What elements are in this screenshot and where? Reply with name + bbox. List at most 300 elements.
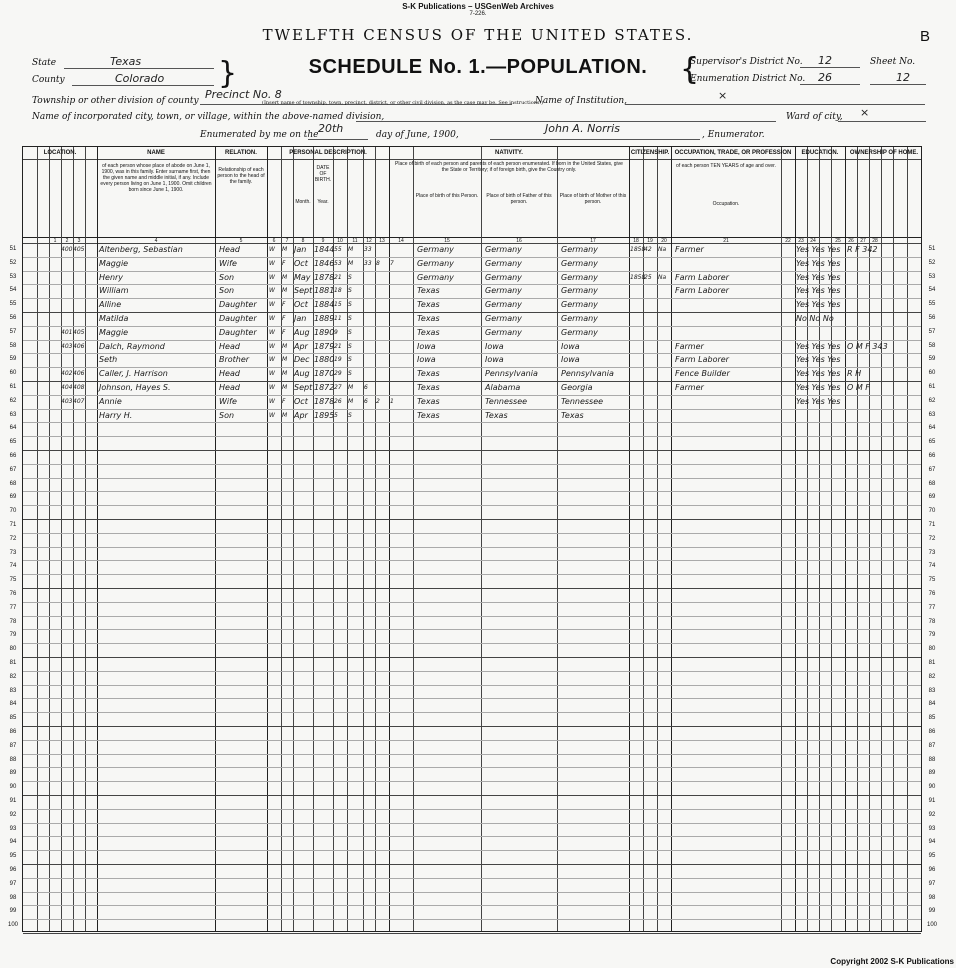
entry-birth: Iowa (417, 341, 436, 351)
row-line (23, 547, 921, 548)
entry-year: 1884 (314, 300, 335, 310)
entry-naturalized: Na (658, 246, 667, 253)
entry-birth: Texas (417, 300, 440, 310)
entry-father: Germany (485, 245, 522, 254)
entry-occupation: Farmer (675, 383, 704, 392)
row-number-left: 86 (9, 729, 17, 735)
row-line (23, 409, 921, 410)
row-number-right: 56 (928, 315, 936, 321)
row-number-left: 89 (9, 770, 17, 777)
date-of-birth-label: DATE OF BIRTH. (314, 165, 332, 183)
entry-relation: Head (219, 245, 240, 254)
entry-sex: F (282, 315, 286, 322)
entry-sex: F (282, 397, 286, 405)
row-number-right: 75 (928, 577, 936, 584)
row-number-right: 96 (928, 867, 936, 873)
row-line (23, 478, 921, 479)
entry-age: 18 (334, 287, 342, 295)
entry-age: 19 (334, 356, 342, 364)
row-number-right: 69 (928, 494, 936, 501)
row-number-right: 80 (928, 646, 936, 653)
row-line (23, 436, 921, 437)
row-number-right: 54 (928, 287, 936, 294)
entry-immigration: 1858 (630, 273, 646, 281)
name-header: NAME (147, 150, 165, 156)
row-number-right: 61 (928, 384, 936, 390)
entry-year: 1844 (314, 245, 335, 254)
entry-age: 21 (334, 273, 342, 281)
citizenship-header: CITIZENSHIP. (630, 150, 670, 156)
entry-birth: Texas (417, 369, 440, 379)
entry-edu: Yes Yes Yes (796, 286, 841, 296)
column-number: 22 (785, 238, 791, 244)
entry-father: Iowa (485, 341, 504, 351)
entry-mother: Germany (561, 327, 598, 337)
row-line (23, 685, 921, 686)
row-number-left: 56 (9, 315, 17, 321)
entry-father: Germany (485, 314, 522, 323)
personal-description-header: PERSONAL DESCRIPTION. (289, 150, 367, 156)
row-line (23, 864, 921, 865)
entry-birth: Germany (417, 272, 454, 282)
entry-color: W (269, 246, 275, 253)
entry-color: W (269, 397, 275, 405)
entry-year: 1895 (314, 410, 335, 420)
entry-sex: F (282, 301, 286, 309)
column-number: 8 (301, 238, 305, 244)
entry-year: 1880 (314, 355, 335, 365)
entry-family: 405 (73, 246, 85, 253)
entry-occupation: Farm Laborer (675, 286, 729, 296)
entry-age: 53 (334, 259, 342, 267)
occupation-instructions: of each person TEN YEARS of age and over. (676, 163, 776, 169)
entry-dwelling: 404 (61, 384, 73, 391)
entry-family: 405 (73, 328, 85, 336)
entry-month: May (294, 272, 311, 282)
row-line (23, 919, 921, 920)
entry-family: 406 (73, 342, 85, 350)
entry-age: 5 (334, 411, 338, 419)
entry-sex: M (282, 384, 288, 391)
ward-label: Ward of city, (786, 112, 843, 122)
township-note: (Insert name of township, town, precinct, district, or other civil division, as the case may be. See instructions.) (262, 100, 544, 106)
row-number-right: 81 (928, 660, 936, 666)
row-number-right: 76 (928, 591, 936, 597)
entry-marital: M (348, 259, 354, 267)
row-line (23, 740, 921, 741)
entry-birth: Iowa (417, 355, 436, 365)
row-number-left: 64 (9, 425, 17, 432)
entry-name: Altenberg, Sebastian (99, 245, 183, 254)
row-number-left: 98 (9, 894, 17, 901)
county-label: County (32, 75, 65, 85)
row-number-left: 83 (9, 687, 17, 694)
entry-sex: F (282, 328, 286, 336)
entry-name: William (99, 286, 129, 296)
row-number-left: 61 (9, 384, 17, 390)
row-line (23, 892, 921, 893)
entry-living: 1 (390, 397, 394, 405)
entry-edu: Yes Yes Yes (796, 355, 841, 365)
entry-month: Sept (294, 286, 313, 296)
sheet-no-label: Sheet No. (870, 57, 916, 67)
row-number-right: 88 (928, 756, 936, 763)
entry-month: Aug (294, 369, 310, 379)
row-number-left: 80 (9, 646, 17, 653)
entry-name: Maggie (99, 258, 129, 268)
entry-marital: S (348, 411, 352, 419)
column-number: 6 (272, 238, 276, 244)
row-number-right: 53 (928, 273, 936, 280)
entry-year: 1881 (314, 286, 335, 296)
row-line (23, 754, 921, 755)
entry-color: W (269, 287, 275, 295)
entry-month: Jan (294, 314, 307, 323)
entry-name: Maggie (99, 327, 129, 337)
row-line (23, 878, 921, 879)
row-number-right: 90 (928, 784, 936, 791)
entry-year: 1890 (314, 327, 335, 337)
column-number: 26 (848, 238, 854, 244)
entry-home: R F 342 (847, 245, 878, 254)
row-number-right: 79 (928, 632, 936, 639)
column-number: 7 (285, 238, 289, 244)
enumeration-district-value: 26 (818, 71, 832, 84)
row-line (23, 395, 921, 396)
entry-years-married: 33 (364, 259, 372, 267)
entry-month: Oct (294, 396, 308, 406)
entry-edu: Yes Yes Yes (796, 341, 841, 351)
column-number: 19 (647, 238, 653, 244)
entry-month: Oct (294, 300, 308, 310)
entry-age: 9 (334, 328, 338, 336)
row-number-right: 72 (928, 535, 936, 542)
row-number-left: 66 (9, 453, 17, 459)
row-line (23, 836, 921, 837)
row-number-left: 91 (9, 798, 17, 804)
row-line (23, 326, 921, 327)
entry-father: Pennsylvania (485, 369, 538, 379)
row-line (23, 602, 921, 603)
column-number: 21 (723, 238, 729, 244)
row-line (23, 905, 921, 906)
row-number-right: 94 (928, 839, 936, 846)
entry-name: Johnson, Hayes S. (99, 383, 171, 392)
row-line (23, 809, 921, 810)
entry-children: 2 (376, 397, 380, 405)
column-number: 1 (53, 238, 57, 244)
column-number: 3 (77, 238, 81, 244)
row-line (23, 712, 921, 713)
entry-family: 406 (73, 370, 85, 378)
state-value: Texas (110, 55, 142, 68)
row-number-left: 82 (9, 673, 17, 680)
state-label: State (32, 58, 57, 68)
row-number-right: 84 (928, 701, 936, 708)
entry-month: Oct (294, 258, 308, 268)
row-number-left: 100 (7, 922, 18, 929)
entry-dwelling: 400 (61, 246, 73, 253)
row-number-right: 65 (928, 439, 936, 446)
row-number-left: 76 (9, 591, 17, 597)
entry-age: 29 (334, 370, 342, 378)
entry-age: 55 (334, 246, 342, 253)
row-number-left: 85 (9, 715, 17, 722)
entry-dwelling: 401 (61, 328, 73, 336)
entry-relation: Son (219, 286, 235, 296)
row-line (23, 353, 921, 354)
entry-name: Matilda (99, 314, 129, 323)
county-value: Colorado (115, 72, 165, 85)
census-title: TWELFTH CENSUS OF THE UNITED STATES. (262, 26, 694, 44)
entry-family: 408 (73, 384, 85, 391)
entry-sex: M (282, 342, 288, 350)
row-number-left: 53 (9, 273, 17, 280)
row-number-left: 79 (9, 632, 17, 639)
entry-birth: Texas (417, 314, 440, 323)
entry-relation: Wife (219, 258, 237, 268)
column-number: 17 (590, 238, 596, 244)
column-number: 18 (633, 238, 639, 244)
enumerator-label: , Enumerator. (702, 130, 765, 140)
row-number-right: 91 (928, 798, 936, 804)
row-number-left: 63 (9, 411, 17, 418)
row-line (23, 505, 921, 506)
entry-birth: Germany (417, 245, 454, 254)
nativity-instructions: Place of birth of each person and parents of each person enumerated. If born in the United States, give the State or Territory; if of foreign birth, give the Country only. (395, 161, 623, 173)
entry-age: 21 (334, 342, 342, 350)
row-line (23, 850, 921, 851)
birthplace-person-label: Place of birth of this Person. (415, 193, 479, 199)
entry-father: Germany (485, 327, 522, 337)
row-line (23, 726, 921, 727)
entry-mother: Germany (561, 286, 598, 296)
copyright: Copyright 2002 S-K Publications (830, 957, 954, 966)
row-number-right: 64 (928, 425, 936, 432)
entry-father: Germany (485, 300, 522, 310)
entry-children: 8 (376, 259, 380, 267)
row-number-left: 87 (9, 742, 17, 749)
entry-birth: Texas (417, 383, 440, 392)
entry-edu: Yes Yes Yes (796, 369, 841, 379)
row-number-left: 58 (9, 342, 17, 349)
entry-name: Seth (99, 355, 118, 365)
enumerator-name: John A. Norris (545, 122, 620, 135)
entry-age: 26 (334, 397, 342, 405)
row-number-right: 93 (928, 825, 936, 832)
row-line (23, 933, 921, 934)
row-number-right: 70 (928, 508, 936, 515)
relation-instructions: Relationship of each person to the head of the family. (217, 167, 265, 185)
row-number-right: 63 (928, 411, 936, 418)
row-number-right: 99 (928, 908, 936, 915)
entry-sex: M (282, 246, 288, 253)
row-number-right: 97 (928, 880, 936, 887)
column-number: 14 (398, 238, 404, 244)
entry-color: W (269, 356, 275, 364)
entry-edu: No No No (796, 314, 834, 323)
row-number-right: 100 (926, 922, 937, 929)
row-number-right: 86 (928, 729, 936, 735)
enumerated-label: Enumerated by me on the (200, 130, 319, 140)
name-instructions: of each person whose place of abode on June 1, 1900, was in this family. Enter surname first, then the given name and middle initial, if any. Include every person living on June 1, 1900. Omit children born since June 1, 1900. (100, 163, 212, 193)
entry-mother: Germany (561, 314, 598, 323)
entry-family: 407 (73, 397, 85, 405)
column-number: 15 (444, 238, 450, 244)
entry-year: 1846 (314, 258, 335, 268)
entry-month: Dec (294, 355, 310, 365)
row-number-right: 71 (928, 522, 936, 528)
row-line (23, 491, 921, 492)
row-number-right: 59 (928, 356, 936, 363)
entry-occupation: Farmer (675, 245, 704, 254)
entry-year: 1872 (314, 383, 335, 392)
entry-birth: Texas (417, 410, 440, 420)
row-number-left: 73 (9, 549, 17, 556)
column-number: 27 (860, 238, 866, 244)
row-line (23, 629, 921, 630)
row-number-left: 90 (9, 784, 17, 791)
entry-mother: Germany (561, 272, 598, 282)
entry-name: Henry (99, 272, 124, 282)
supervisor-district-label: Supervisor's District No. (690, 57, 803, 67)
ownership-header: OWNERSHIP OF HOME. (849, 150, 919, 156)
row-number-left: 60 (9, 370, 17, 377)
row-number-left: 51 (9, 246, 17, 252)
occupation-header: OCCUPATION, TRADE, OR PROFESSION (674, 150, 792, 156)
entry-sex: M (282, 287, 288, 295)
entry-dwelling: 403 (61, 397, 73, 405)
entry-occupation: Farmer (675, 341, 704, 351)
population-table (22, 146, 922, 932)
entry-mother: Iowa (561, 355, 580, 365)
entry-naturalized: Na (658, 273, 667, 281)
row-line (23, 767, 921, 768)
row-number-left: 84 (9, 701, 17, 708)
row-number-right: 78 (928, 618, 936, 625)
entry-years-us: 25 (644, 273, 652, 281)
entry-marital: S (348, 287, 352, 295)
row-line (23, 257, 921, 258)
row-number-left: 71 (9, 522, 17, 528)
entry-age: 11 (334, 315, 342, 322)
entry-living: 7 (390, 259, 394, 267)
entry-years-married: 6 (364, 397, 368, 405)
column-number: 16 (516, 238, 522, 244)
column-number: 5 (239, 238, 243, 244)
row-number-left: 75 (9, 577, 17, 584)
row-line (23, 698, 921, 699)
entry-immigration: 1858 (630, 246, 646, 253)
entry-month: Sept (294, 383, 313, 392)
enumerated-day: 20th (318, 122, 344, 135)
column-number: 4 (154, 238, 158, 244)
column-number: 2 (65, 238, 69, 244)
entry-year: 1878 (314, 272, 335, 282)
field-bracket: } (218, 56, 238, 91)
row-number-right: 68 (928, 480, 936, 487)
entry-year: 1878 (314, 396, 335, 406)
row-line (23, 616, 921, 617)
entry-occupation: Farm Laborer (675, 272, 729, 282)
entry-years-us: 42 (644, 246, 652, 253)
entry-father: Texas (485, 410, 508, 420)
entry-sex: M (282, 411, 288, 419)
entry-relation: Head (219, 369, 240, 379)
row-number-left: 59 (9, 356, 17, 363)
birthplace-father-label: Place of birth of Father of this person. (486, 193, 552, 205)
education-header: EDUCATION. (801, 150, 839, 156)
entry-marital: M (348, 397, 354, 405)
entry-color: W (269, 384, 275, 391)
row-number-left: 65 (9, 439, 17, 446)
entry-marital: S (348, 315, 352, 322)
entry-age: 15 (334, 301, 342, 309)
entry-home: O M F (847, 383, 870, 392)
entry-age: 27 (334, 384, 342, 391)
row-number-left: 99 (9, 908, 17, 915)
schedule-title: SCHEDULE No. 1.—POPULATION. (308, 56, 648, 78)
row-number-left: 77 (9, 604, 17, 611)
entry-year: 1889 (314, 314, 335, 323)
entry-mother: Germany (561, 245, 598, 254)
year-label: Year. (317, 199, 329, 205)
row-number-right: 85 (928, 715, 936, 722)
row-number-left: 74 (9, 563, 17, 570)
location-header: LOCATION. (43, 150, 77, 156)
row-number-right: 55 (928, 301, 936, 308)
row-line (23, 823, 921, 824)
entry-name: Annie (99, 396, 122, 406)
entry-marital: S (348, 370, 352, 378)
row-number-right: 98 (928, 894, 936, 901)
row-number-left: 92 (9, 811, 17, 818)
row-number-right: 66 (928, 453, 936, 459)
entry-relation: Son (219, 410, 235, 420)
column-number: 13 (379, 238, 385, 244)
entry-year: 1879 (314, 341, 335, 351)
entry-color: W (269, 370, 275, 378)
entry-marital: S (348, 301, 352, 309)
entry-birth: Texas (417, 396, 440, 406)
entry-relation: Son (219, 272, 235, 282)
entry-month: Aug (294, 327, 310, 337)
column-number: 10 (337, 238, 343, 244)
row-number-left: 62 (9, 397, 17, 404)
nativity-header: NATIVITY. (495, 150, 523, 156)
entry-year: 1870 (314, 369, 335, 379)
row-line (23, 312, 921, 313)
township-value: Precinct No. 8 (205, 88, 282, 101)
township-label: Township or other division of county (32, 96, 199, 106)
row-line (23, 450, 921, 451)
row-line (23, 560, 921, 561)
row-number-right: 77 (928, 604, 936, 611)
row-number-right: 73 (928, 549, 936, 556)
column-number: 9 (321, 238, 325, 244)
row-line (23, 781, 921, 782)
entry-color: W (269, 328, 275, 336)
entry-mother: Tennessee (561, 396, 604, 406)
row-line (23, 271, 921, 272)
entry-sex: M (282, 273, 288, 281)
entry-month: Apr (294, 410, 308, 420)
row-number-left: 69 (9, 494, 17, 501)
enumeration-district-label: Enumeration District No. (690, 74, 806, 84)
entry-father: Germany (485, 272, 522, 282)
ward-value: × (860, 106, 870, 119)
entry-edu: Yes Yes Yes (796, 245, 841, 254)
